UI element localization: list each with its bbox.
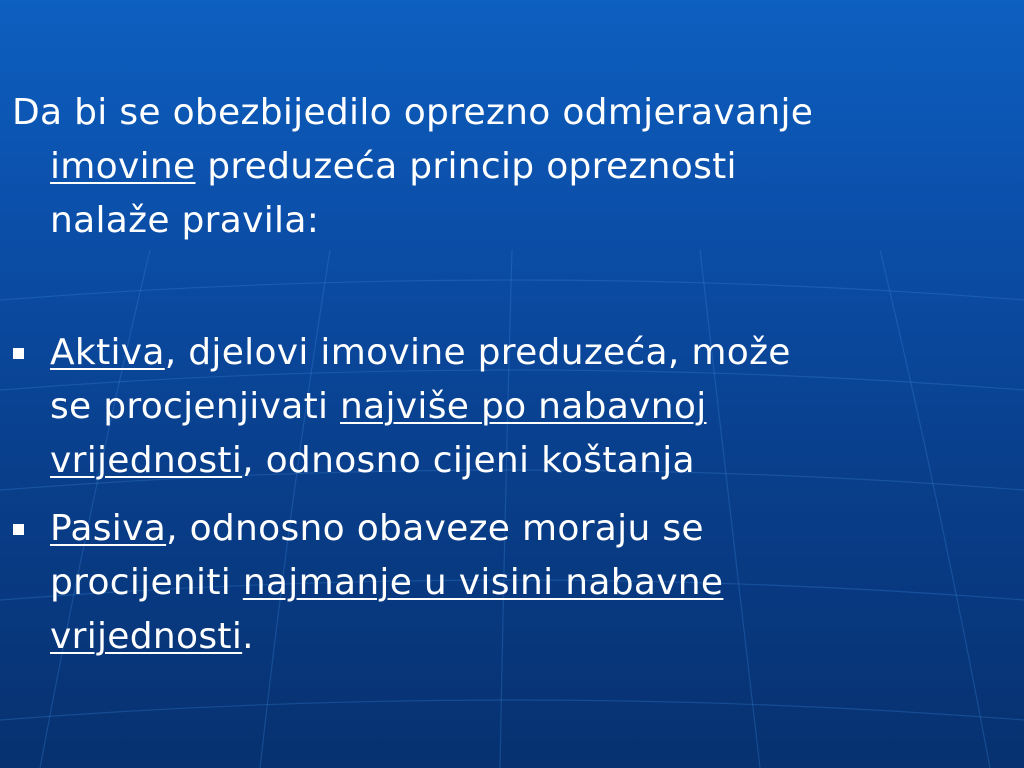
bullet-item-aktiva xyxy=(50,326,1020,488)
bullet-item-pasiva xyxy=(50,502,1020,664)
intro-line-2 xyxy=(12,140,1022,194)
vrijednosti-link-1[interactable]: vrijednosti xyxy=(50,440,243,481)
najmanje-link[interactable]: najmanje u visini nabavne xyxy=(242,562,724,603)
najvise-link[interactable]: najviše po nabavnoj xyxy=(340,386,707,427)
intro-line-1: Da bi se obezbijedilo oprezno odmjeravanje xyxy=(12,92,814,133)
bullet-1-line-3 xyxy=(50,434,1020,488)
bullet-1-line-3-text: , odnosno cijeni koštanja xyxy=(242,440,695,481)
bullet-1-line-2 xyxy=(50,380,1020,434)
bullet-1-line-1 xyxy=(50,326,1020,380)
square-bullet-icon xyxy=(13,524,24,535)
bullet-2-line-2-text: procijeniti xyxy=(50,562,243,603)
bullet-1-line-2-text: se procjenjivati xyxy=(50,386,341,427)
bullet-2-line-3-text: . xyxy=(242,616,254,657)
pasiva-link[interactable]: Pasiva xyxy=(50,508,167,549)
bullet-1-line-1-text: , djelovi imovine preduzeća, može xyxy=(164,332,791,373)
bullet-2-line-1-text: , odnosno obaveze moraju se xyxy=(166,508,704,549)
intro-line-2-text: preduzeća princip opreznosti xyxy=(195,146,737,187)
bullet-2-line-1 xyxy=(50,502,1020,556)
aktiva-link[interactable]: Aktiva xyxy=(50,332,165,373)
bullet-2-line-2 xyxy=(50,556,1020,610)
intro-paragraph xyxy=(12,86,1022,248)
imovine-link[interactable]: imovine xyxy=(50,146,196,187)
square-bullet-icon xyxy=(13,348,24,359)
vrijednosti-link-2[interactable]: vrijednosti xyxy=(50,616,243,657)
intro-line-3: nalaže pravila: xyxy=(50,200,320,241)
bullet-2-line-3 xyxy=(50,610,1020,664)
